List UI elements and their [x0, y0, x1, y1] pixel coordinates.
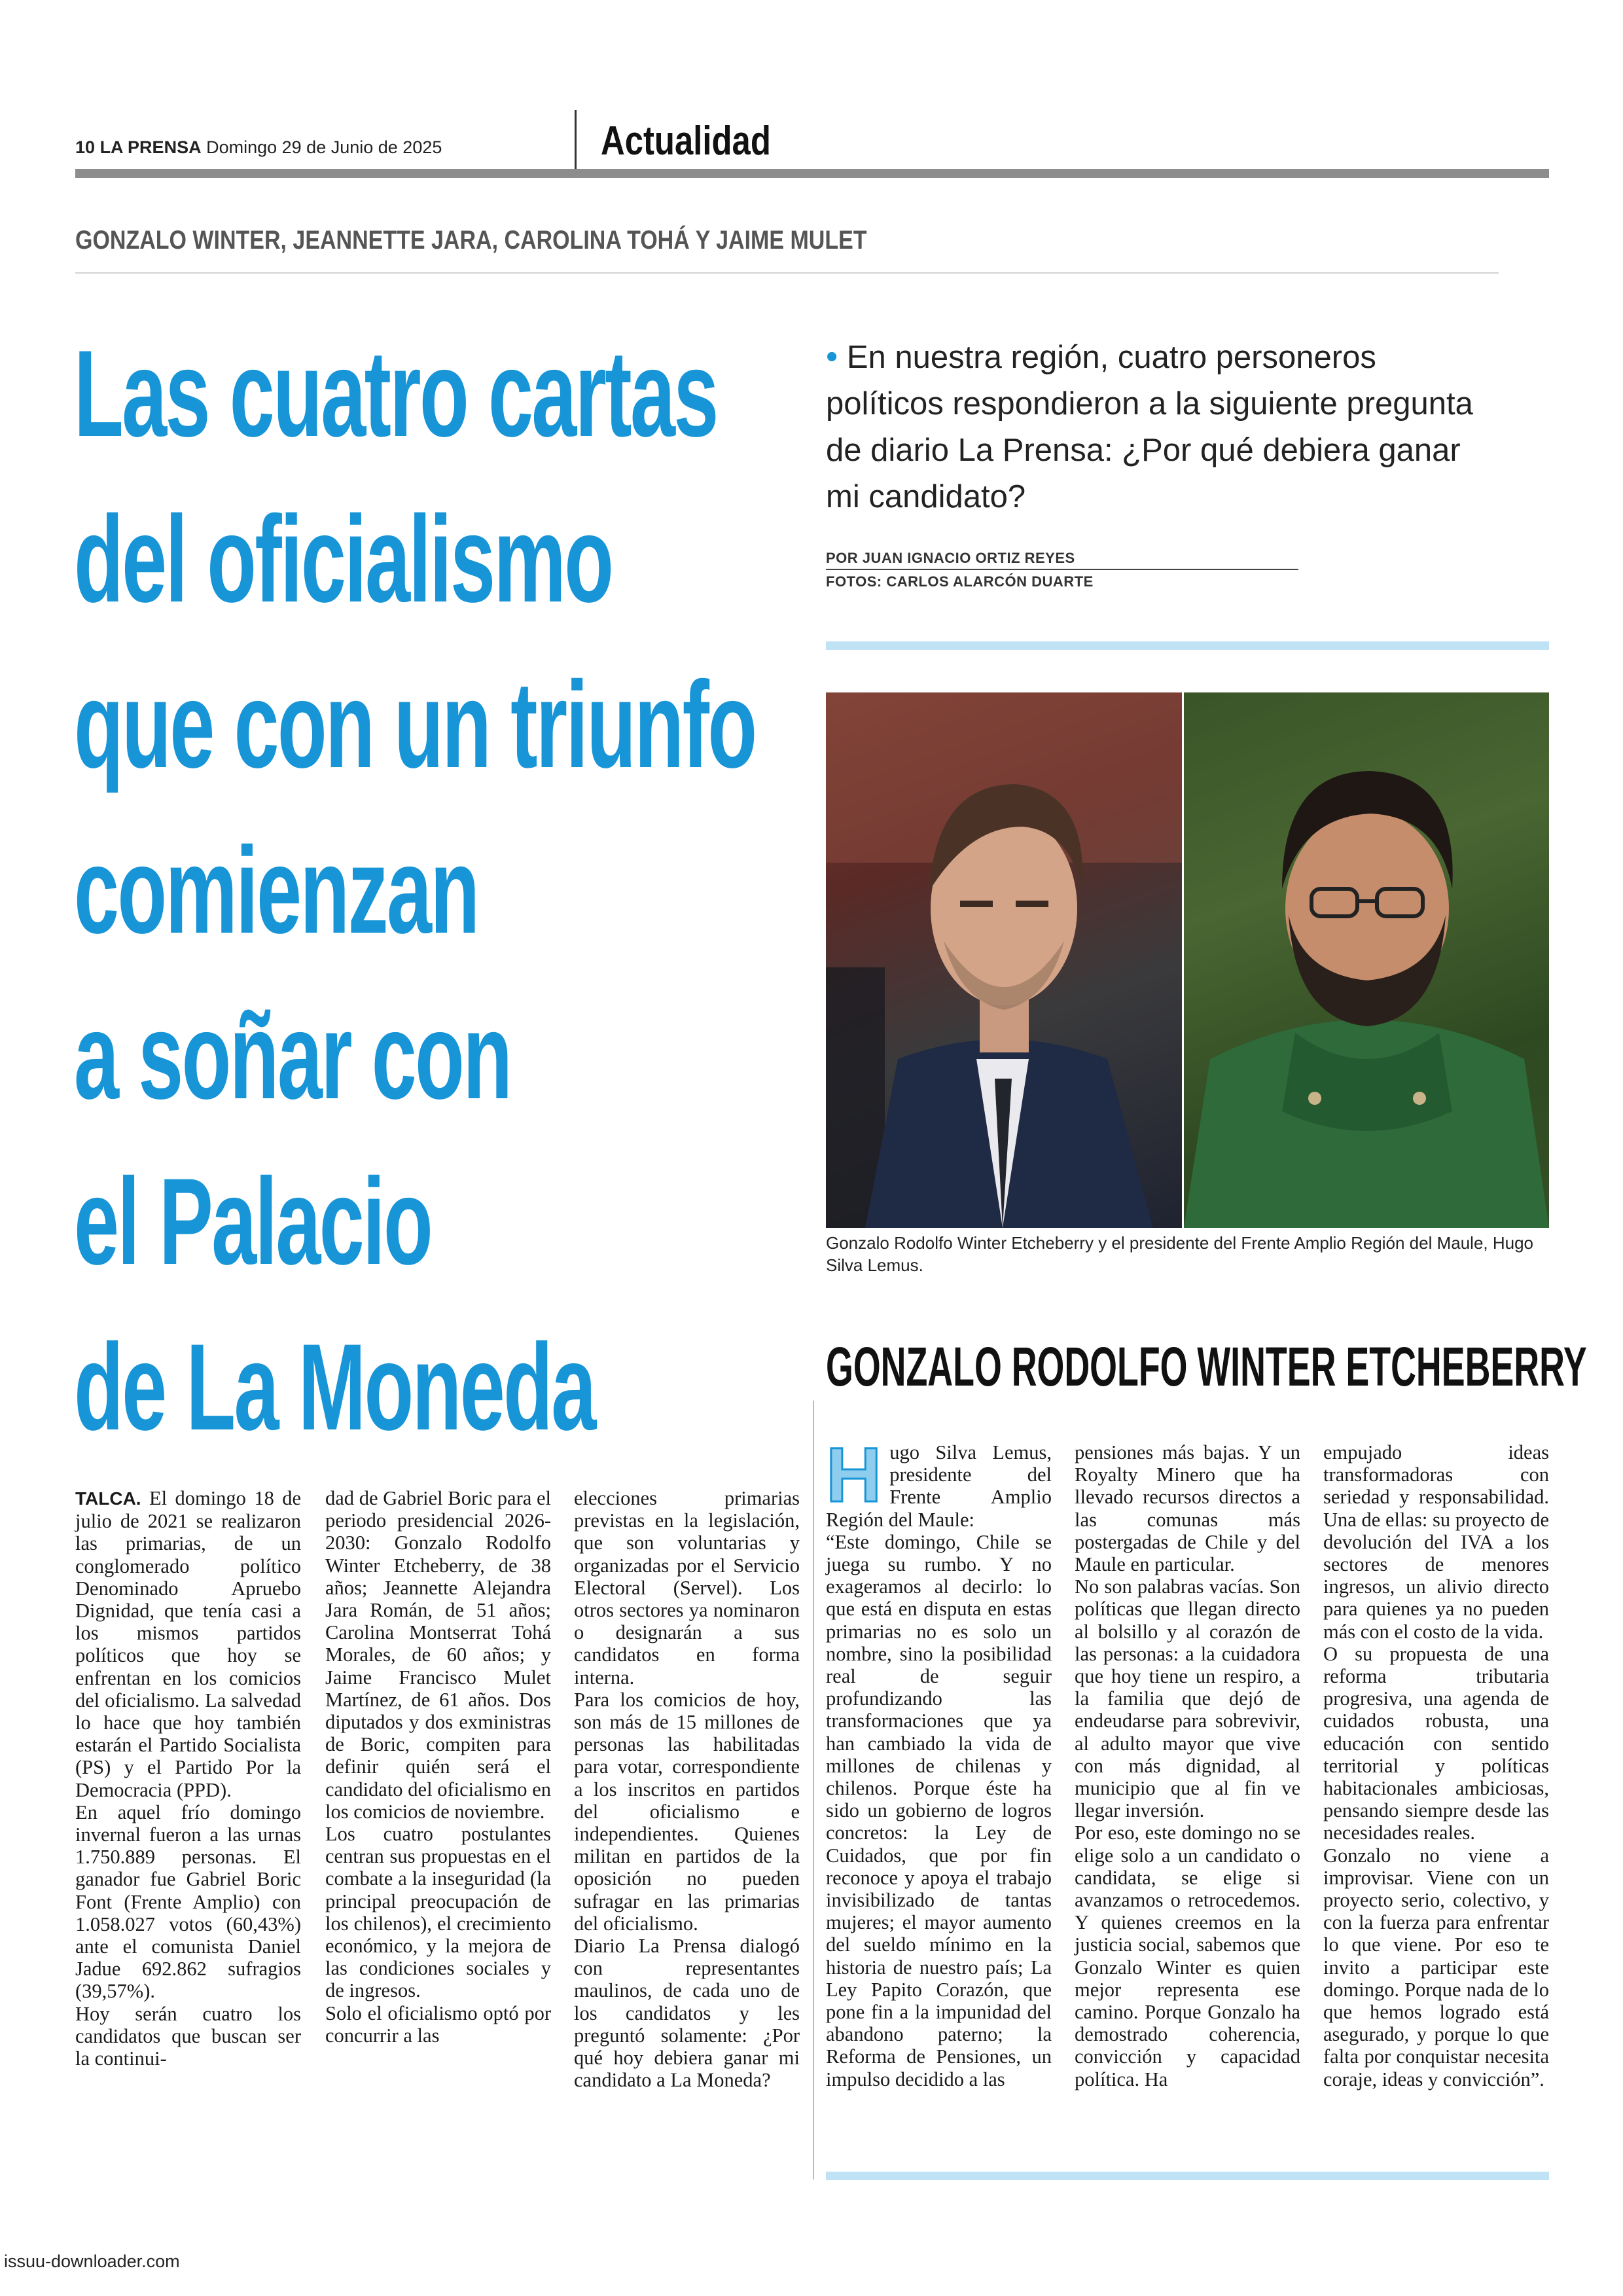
interview-column-3 [1323, 1441, 1549, 2090]
headline-line: comienzan [74, 821, 478, 959]
story-paragraph: TALCA. El domingo 18 de julio de 2021 se realizaron las primarias, de un conglomerado político Denominado Apruebo Dignidad, que tenía casi a los mismos partidos políticos que hoy se enfrentan en los comicios del oficialismo. La salvedad lo hace que hoy también estarán el Partido Socialista (PS) y el Partido Por la Democracia (PPD). [75, 1487, 302, 1801]
headline-line: a soñar con [74, 987, 511, 1124]
story-paragraph: Los cuatro postulantes centran sus propuestas en el combate a la inseguridad (la principal preocupación de los chilenos), el crecimiento económico, y la mejora de las condiciones sociales y de ingresos. [325, 1823, 551, 2002]
watermark-link[interactable]: issuu-downloader.com [4, 2251, 180, 2271]
story-paragraph: elecciones primarias previstas en la legislación, que son voluntarias y organizadas por el Servicio Electoral (Servel). Los otros sectores ya nominaron o designarán a sus candidatos en forma interna. [574, 1487, 800, 1689]
headline-line: de La Moneda [74, 1318, 595, 1456]
deck-text: En nuestra región, cuatro personeros políticos respondieron a la siguiente pregunta de diario La Prensa: ¿Por qué debiera ganar mi candidato? [826, 340, 1473, 514]
interview-paragraph: No son palabras vacías. Son políticas que llegan directo al bolsillo y al corazón de las personas: a la cuidadora que hoy tiene un respiro, a la familia que dejó de endeudarse para sobrevivir, al adulto mayor que vive con más dignidad, al municipio que al fin ve llegar inversión. [1075, 1575, 1300, 1822]
byline-author: POR JUAN IGNACIO ORTIZ REYES [826, 550, 1075, 566]
kicker: GONZALO WINTER, JEANNETTE JARA, CAROLINA TOHÁ Y JAIME MULET [75, 226, 867, 255]
deck [826, 334, 1480, 520]
paper-name: LA PRENSA [99, 137, 202, 157]
story-column-1 [75, 1487, 301, 2070]
interview-column-1 [826, 1432, 1052, 2090]
byline-rule [826, 569, 1298, 570]
headline-line: del oficialismo [74, 490, 613, 628]
byline-photos: FOTOS: CARLOS ALARCÓN DUARTE [826, 573, 1094, 590]
photo-gonzalo-winter [826, 692, 1182, 1228]
accent-bar-bottom [826, 2172, 1549, 2180]
interview-paragraph: empujado ideas transformadoras con seriedad y responsabilidad. Una de ellas: su proyecto de devolución del IVA a los sectores de menores ingresos, un alivio directo para quienes ya no pueden más con el costo de la vida. [1323, 1441, 1549, 1643]
headline-line: que con un triunfo [74, 656, 756, 793]
header-bar [75, 169, 1549, 178]
headline [74, 311, 859, 1470]
portrait-man-in-green-jacket [1184, 692, 1549, 1228]
story-column-3 [574, 1487, 800, 2091]
interview-subhead: GONZALO RODOLFO WINTER ETCHEBERRY [826, 1336, 1587, 1397]
page-number: 10 [75, 137, 96, 157]
kicker-rule [75, 272, 1499, 274]
bullet-icon: • [826, 338, 838, 376]
story-paragraph: dad de Gabriel Boric para el periodo presidencial 2026-2030: Gonzalo Rodolfo Winter Etcheberry, de 38 años; Jeannette Alejandra Jara Román, de 51 años; Carolina Montserrat Tohá Morales, de 60 años; y Jaime Francisco Mulet Martínez, de 61 años. Dos diputados y dos exministras de Boric, compiten para definir quién será el candidato del oficialismo en los comicios de noviembre. [325, 1487, 551, 1823]
interview-paragraph: O su propuesta de una reforma tributaria progresiva, una agenda de cuidados robusta, una educación con sentido territorial y políticas habitacionales ambiciosas, pensando siempre desde las necesidades reales. [1323, 1642, 1549, 1844]
story-paragraph: Diario La Prensa dialogó con representantes maulinos, de cada uno de los candidatos y les preguntó solamente: ¿Por qué hoy debiera ganar mi candidato a La Moneda? [574, 1935, 800, 2092]
photo-hugo-silva [1184, 692, 1549, 1228]
section-title: Actualidad [601, 118, 771, 164]
story-paragraph: En aquel frío domingo invernal fueron a las urnas 1.750.889 personas. El ganador fue Gabriel Boric Font (Frente Amplio) con 1.058.027 votos (60,43%) ante el comunista Daniel Jadue 692.862 sufragios (39,57%). [75, 1801, 301, 2003]
headline-line: el Palacio [74, 1153, 432, 1290]
issue-date: Domingo 29 de Junio de 2025 [206, 137, 442, 157]
interview-paragraph: “Este domingo, Chile se juega su rumbo. Y no exageramos al decirlo: lo que está en disputa en estas primarias no es solo un nombre, sino la posibilidad real de seguir profundizando las transformaciones que ya han cambiado la vida de millones de chilenas y chilenos. Porque éste ha sido un gobierno de logros concretos: la Ley de Cuidados, que por fin reconoce y apoya el trabajo invisibilizado de tantas mujeres; el mayor aumento del sueldo mínimo en la historia de nuestro país; La Ley Papito Corazón, que pone fin a la impunidad del abandono paterno; la Reforma de Pensiones, un impulso decidido a las [826, 1530, 1052, 2090]
accent-bar-top [826, 641, 1549, 650]
photo-caption: Gonzalo Rodolfo Winter Etcheberry y el presidente del Frente Amplio Región del Maule, Hugo Silva Lemus. [826, 1233, 1534, 1275]
story-paragraph: Hoy serán cuatro los candidatos que buscan ser la continui- [75, 2002, 301, 2070]
headline-line: Las cuatro cartas [74, 325, 717, 462]
header-divider [575, 110, 577, 169]
story-paragraph: Solo el oficialismo optó por concurrir a las [325, 2001, 551, 2047]
interview-paragraph: pensiones más bajas. Y un Royalty Minero que ha llevado recursos directos a las comunas más postergadas de Chile y del Maule en particular. [1075, 1441, 1300, 1576]
interview-paragraph: Gonzalo no viene a improvisar. Viene con un proyecto serio, colectivo, y con la fuerza para enfrentar lo que viene. Por eso te invito a participar este domingo. Porque nada de lo que hemos logrado está asegurado, y porque lo que falta por conquistar necesita coraje, ideas y convicción”. [1323, 1844, 1549, 2090]
interview-paragraph: Hugo Silva Lemus, presidente del Frente Amplio Región del Maule: [826, 1432, 1052, 1531]
story-column-2 [325, 1487, 551, 2047]
portrait-man-in-suit [826, 692, 1182, 1228]
interview-paragraph: Por eso, este domingo no se elige solo a un candidato o candidata, se elige si avanzamos o retrocedemos. Y quienes creemos en la justicia social, sabemos que Gonzalo Winter es quien mejor representa ese camino. Porque Gonzalo ha demostrado coherencia, convicción y capacidad política. Ha [1075, 1821, 1300, 2090]
column-divider [813, 1401, 814, 2179]
interview-column-2 [1075, 1441, 1300, 2090]
story-paragraph: Para los comicios de hoy, son más de 15 millones de personas las habilitadas para votar, correspondiente a los inscritos en partidos del oficialismo e independientes. Quienes militan en partidos de la oposición no pueden sufragar en las primarias del oficialismo. [574, 1688, 800, 1935]
dateline-city: TALCA. [75, 1488, 141, 1509]
page-folio [75, 137, 442, 158]
drop-cap: H [826, 1432, 882, 1518]
